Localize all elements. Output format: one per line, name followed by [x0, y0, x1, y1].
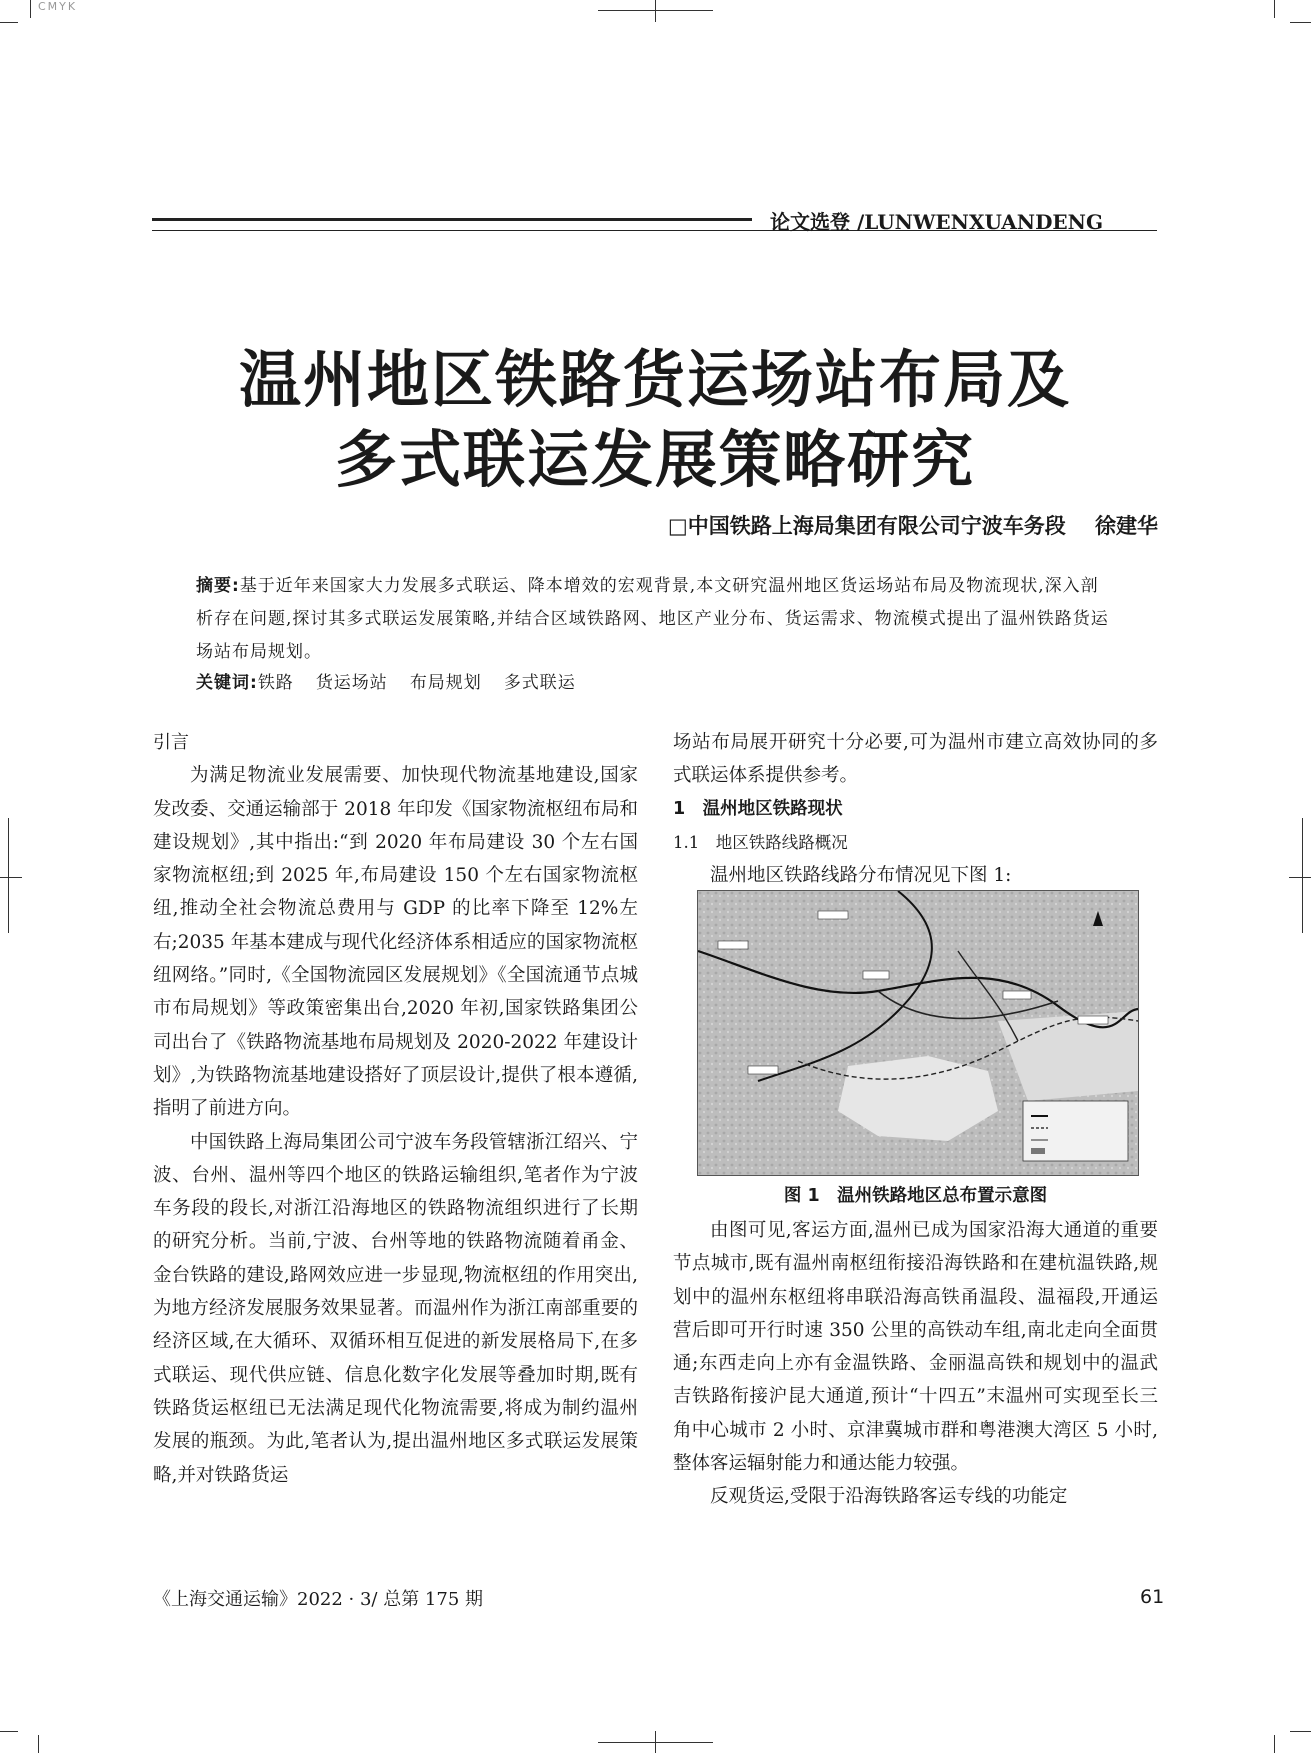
section-heading-intro: 引言: [153, 732, 189, 753]
registration-mark-left: [8, 818, 9, 933]
registration-mark-right: [1302, 818, 1303, 933]
journal-citation: 《上海交通运输》2022 · 3/ 总第 175 期: [153, 1589, 484, 1610]
crop-mark: [0, 1731, 18, 1732]
author-affiliation: □中国铁路上海局集团有限公司宁波车务段: [667, 514, 1066, 538]
paragraph: 温州地区铁路线路分布情况见下图 1:: [710, 865, 1012, 887]
abstract: [196, 570, 1116, 669]
paragraph: 中国铁路上海局集团公司宁波车务段管辖浙江绍兴、宁波、台州、温州等四个地区的铁路运输组织,笔者作为宁波车务段的段长,对浙江沿海地区的铁路物流组织进行了长期的研究分析。当前,宁波、台州等地的铁路物流随着甬金、金台铁路的建设,路网效应进一步显现,物流枢纽的作用突出,为地方经济发展服务效果显著。而温州作为浙江南部重要的经济区域,在大循环、双循环相互促进的新发展格局下,在多式联运、现代供应链、信息化数字化发展等叠加时期,既有铁路货运枢纽已无法满足现代化物流需要,将成为制约温州发展的瓶颈。为此,笔者认为,提出温州地区多式联运发展策略,并对铁路货运: [153, 1131, 638, 1486]
author-name: 徐建华: [1095, 514, 1158, 538]
crop-mark: [1274, 0, 1275, 18]
section-label: 论文选登 /LUNWENXUANDENG: [770, 210, 1104, 234]
keyword: 货运场站: [315, 673, 388, 693]
railway-map-image: [698, 891, 1138, 1175]
keywords: [196, 668, 598, 693]
paragraph: 由图可见,客运方面,温州已成为国家沿海大通道的重要节点城市,既有温州南枢纽衔接沿海铁路和在建杭温铁路,规划中的温州东枢纽将串联沿海高铁甬温段、温福段,开通运营后即可开行时速 350 公里的高铁动车组,南北走向全面贯通;东西走向上亦有金温铁路、金丽温高铁和规划中的温武吉铁路衔接沪昆大通道,预计“十四五”末温州可实现至长三角中心城市 2 小时、京津冀城市群和粤港澳大湾区 5 小时,整体客运辐射能力和通达能力较强。: [673, 1220, 1158, 1475]
crop-mark: [1290, 1731, 1311, 1732]
article-title-line1: 温州地区铁路货运场站布局及: [238, 343, 1071, 416]
registration-mark-left: [0, 877, 22, 878]
crop-mark: [38, 1735, 39, 1753]
right-column: [673, 726, 1158, 892]
keyword: 铁路: [257, 673, 294, 693]
header-rule: [152, 218, 752, 221]
paragraph: 反观货运,受限于沿海铁路客运专线的功能定: [710, 1486, 1068, 1508]
crop-mark: [0, 22, 18, 23]
keyword: 多式联运: [503, 673, 576, 693]
railway-layout-map-figure: [697, 890, 1139, 1176]
registration-mark-bottom: [655, 1731, 656, 1753]
paragraph: 场站布局展开研究十分必要,可为温州市建立高效协同的多式联运体系提供参考。: [673, 732, 1158, 787]
abstract-text: 基于近年来国家大力发展多式联运、降本增效的宏观背景,本文研究温州地区货运场站布局及物流现状,深入剖析存在问题,探讨其多式联运发展策略,并结合区域铁路网、地区产业分布、货运需求、物流模式提出了温州铁路货运场站布局规划。: [196, 576, 1109, 662]
right-column-continued: [673, 1214, 1158, 1514]
keywords-label: 关键词:: [196, 673, 258, 693]
crop-mark: [30, 0, 31, 18]
figure-caption: 图 1 温州铁路地区总布置示意图: [783, 1186, 1048, 1206]
crop-mark: [1274, 1735, 1275, 1753]
registration-mark-right: [1289, 877, 1311, 878]
paragraph: 为满足物流业发展需要、加快现代物流基地建设,国家发改委、交通运输部于 2018 年印发《国家物流枢纽布局和建设规划》,其中指出:“到 2020 年布局建设 30 个左右国家物流枢纽;到 2025 年,布局建设 150 个左右国家物流枢纽,推动全社会物流总费用与 GDP 的比率下降至 12%左右;2035 年基本建成与现代化经济体系相适应的国家物流枢纽网络。”同时,《全国物流园区发展规划》《全国流通节点城市布局规划》等政策密集出台,2020 年初,国家铁路集团公司出台了《铁路物流基地布局规划及 2020-2022 年建设计划》,为铁路物流基地建设搭好了顶层设计,提供了根本遵循,指明了前进方向。: [153, 765, 638, 1120]
article-title-line2: 多式联运发展策略研究: [334, 423, 975, 496]
color-registration-mark: CMYK: [38, 0, 78, 13]
keyword: 布局规划: [409, 673, 482, 693]
section-heading-1: 1 温州地区铁路现状: [673, 798, 843, 819]
page-number: 61: [1140, 1586, 1165, 1608]
section-heading-1-1: 1.1 地区铁路线路概况: [673, 832, 848, 852]
left-column: [153, 726, 638, 1492]
crop-mark: [1290, 22, 1311, 23]
abstract-label: 摘要:: [196, 576, 240, 596]
registration-mark-top: [655, 0, 656, 22]
author-line: [668, 510, 1158, 540]
